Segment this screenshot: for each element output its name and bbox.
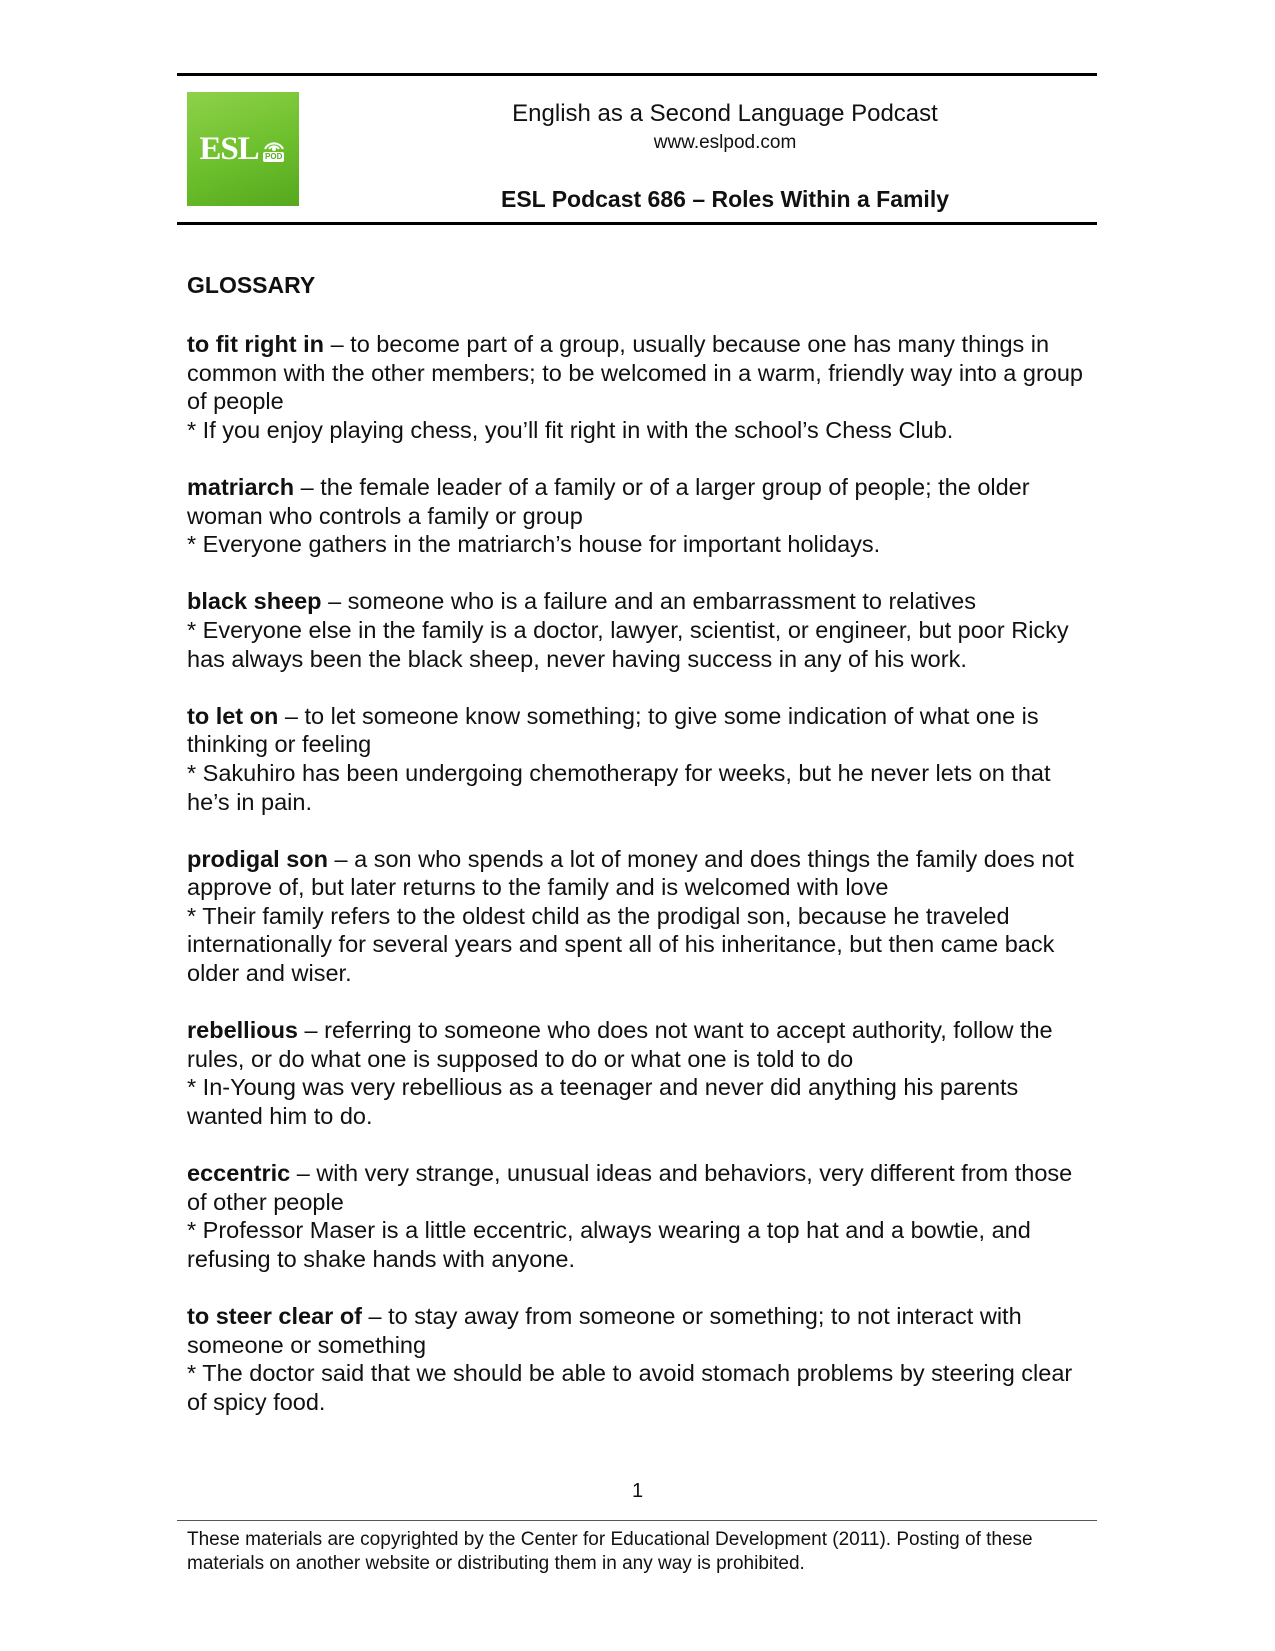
glossary-entry bbox=[187, 473, 1097, 559]
entry-term: to fit right in bbox=[187, 331, 325, 357]
entry-example: * Professor Maser is a little eccentric, always wearing a top hat and a bowtie, and refusing to shake hands with anyone. bbox=[187, 1217, 1031, 1272]
podcast-icon bbox=[261, 137, 287, 162]
episode-title: ESL Podcast 686 – Roles Within a Family bbox=[500, 186, 950, 212]
footer-rule bbox=[177, 1520, 1097, 1521]
entry-term: matriarch bbox=[187, 473, 295, 500]
eslpod-logo bbox=[187, 92, 299, 206]
entry-definition-line bbox=[187, 1016, 1097, 1073]
entry-example: * Sakuhiro has been undergoing chemotherapy for weeks, but he never lets on that he’s in pain. bbox=[187, 759, 1051, 815]
entry-definition: – with very strange, unusual ideas and behaviors, very different from those of other people bbox=[187, 1160, 1073, 1215]
glossary-entry bbox=[187, 330, 1097, 444]
glossary-entry bbox=[187, 1016, 1097, 1130]
glossary-entry bbox=[187, 845, 1097, 988]
glossary-list bbox=[187, 330, 1097, 1445]
glossary-entry bbox=[187, 1302, 1097, 1416]
logo-text: ESL bbox=[199, 130, 259, 167]
entry-definition: – to stay away from someone or something; to not interact with someone or something bbox=[187, 1303, 1022, 1358]
entry-term: to let on bbox=[187, 702, 279, 729]
entry-definition: – someone who is a failure and an embarrassment to relatives bbox=[321, 588, 976, 615]
entry-definition: – to become part of a group, usually because one has many things in common with the other members; to be welcomed in a warm, friendly way into a group of people bbox=[187, 331, 1084, 415]
glossary-entry bbox=[187, 702, 1097, 816]
entry-example: * If you enjoy playing chess, you’ll fit right in with the school’s Chess Club. bbox=[187, 416, 954, 443]
entry-definition-line bbox=[187, 473, 1097, 530]
logo-badge-label: POD bbox=[265, 151, 283, 161]
glossary-entry bbox=[187, 587, 1097, 673]
entry-definition: – referring to someone who does not want to accept authority, follow the rules, or do what one is supposed to do or what one is told to do bbox=[187, 1017, 1053, 1072]
entry-example: * Their family refers to the oldest child as the prodigal son, because he traveled internationally for several years and spent all of his inheritance, but then came back older and wiser. bbox=[187, 902, 1055, 987]
entry-term: rebellious bbox=[187, 1017, 299, 1044]
copyright-notice: These materials are copyrighted by the Center for Educational Development (2011). Posting of these materials on another website or distributing them in any way is prohibited. bbox=[187, 1529, 1033, 1574]
page-number: 1 bbox=[631, 1480, 644, 1502]
entry-definition-line bbox=[187, 330, 1097, 416]
header-bottom-rule bbox=[177, 222, 1097, 225]
header-top-rule bbox=[177, 73, 1097, 76]
entry-definition-line bbox=[187, 1159, 1097, 1216]
entry-example: * Everyone gathers in the matriarch’s house for important holidays. bbox=[187, 531, 881, 558]
entry-definition: – to let someone know something; to give some indication of what one is thinking or feeling bbox=[187, 702, 1039, 758]
entry-definition-line bbox=[187, 1302, 1097, 1359]
glossary-entry bbox=[187, 1159, 1097, 1273]
entry-definition: – a son who spends a lot of money and does things the family does not approve of, but later returns to the family and is welcomed with love bbox=[187, 845, 1074, 901]
entry-definition-line bbox=[187, 845, 1097, 902]
podcast-url: www.eslpod.com bbox=[653, 132, 797, 153]
entry-term: prodigal son bbox=[187, 845, 328, 872]
entry-definition-line bbox=[187, 587, 1097, 616]
entry-definition: – the female leader of a family or of a larger group of people; the older woman who controls a family or group bbox=[187, 473, 1030, 529]
entry-definition-line bbox=[187, 702, 1097, 759]
entry-example: * In-Young was very rebellious as a teenager and never did anything his parents wanted him to do. bbox=[187, 1074, 1019, 1130]
podcast-title: English as a Second Language Podcast bbox=[512, 100, 938, 127]
entry-term: to steer clear of bbox=[187, 1303, 363, 1330]
glossary-heading: GLOSSARY bbox=[187, 272, 316, 298]
entry-example: * Everyone else in the family is a doctor, lawyer, scientist, or engineer, but poor Ricky has always been the black sheep, never having success in any of his work. bbox=[187, 616, 1069, 672]
entry-example: * The doctor said that we should be able to avoid stomach problems by steering clear of spicy food. bbox=[187, 1360, 1073, 1415]
entry-term: eccentric bbox=[187, 1160, 291, 1187]
entry-term: black sheep bbox=[187, 588, 322, 615]
